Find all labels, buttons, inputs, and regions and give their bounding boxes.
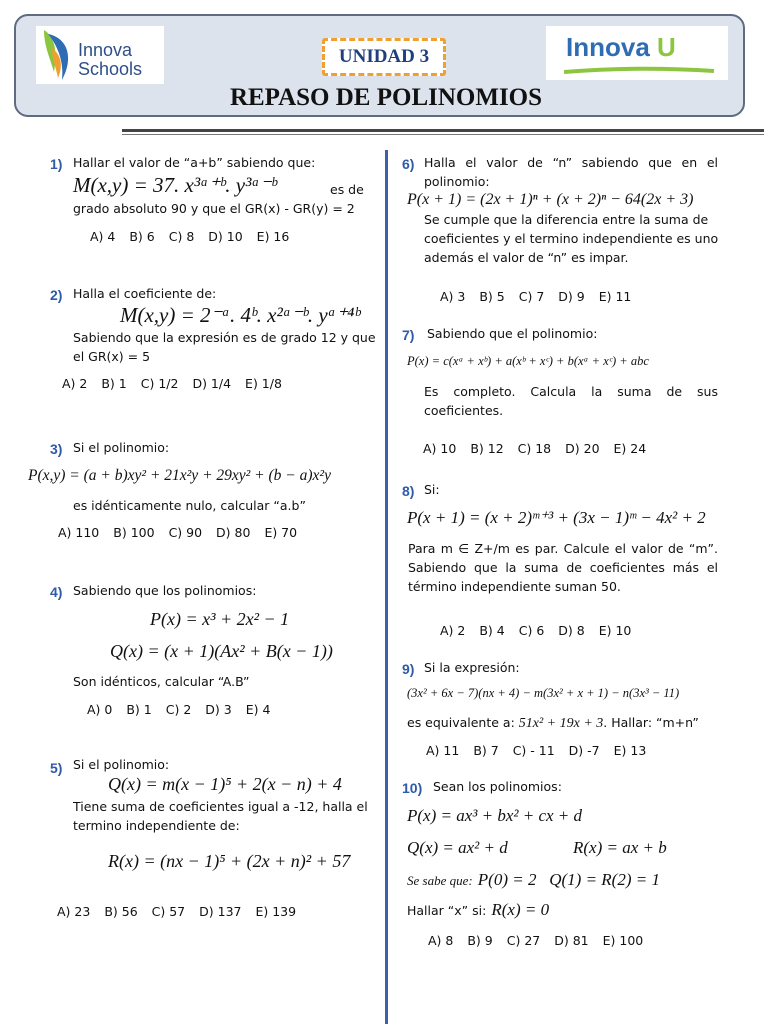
problem-text-a: es equivalente a:: [407, 715, 515, 730]
problem-number: 6): [402, 156, 415, 172]
problem-text: Es completo. Calcula la suma de sus coeficientes.: [424, 384, 718, 418]
unit-label: UNIDAD 3: [338, 46, 430, 67]
problem-formula-2: Q(x) = (x + 1)(Ax² + B(x − 1)): [110, 641, 333, 661]
answer-e: E) 11: [598, 289, 632, 304]
leaf-icon: [38, 28, 78, 84]
answer-options: [62, 376, 296, 391]
problem-formula: P(x) = ax³ + bx² + cx + d: [407, 806, 583, 825]
problem-number: 7): [402, 327, 415, 343]
answer-c: C) 90: [168, 525, 203, 540]
answer-options: [57, 904, 310, 919]
answer-options: [87, 702, 284, 717]
problem-text: grado absoluto 90 y que el GR(x) - GR(y) = 2: [73, 201, 355, 216]
answer-d: D) 8: [558, 623, 585, 638]
problem-formula: P(x,y) = (a + b)xy² + 21x²y + 29xy² + (b − a)x²y: [28, 467, 331, 484]
answer-a: A) 8: [428, 933, 454, 948]
problem-text-b: . Hallar: “m+n”: [603, 715, 699, 730]
problem-intro: Halla el coeficiente de:: [73, 286, 217, 301]
unit-badge: [322, 38, 446, 76]
problem-formula: M(x,y) = 2⁻ᵃ. 4ᵇ. x²ᵃ⁻ᵇ. yᵃ⁺⁴ᵇ: [120, 303, 361, 327]
page-title: REPASO DE POLINOMIOS: [229, 84, 543, 111]
answer-d: D) 81: [554, 933, 589, 948]
answer-c: C) 6: [518, 623, 545, 638]
answer-a: A) 3: [440, 289, 466, 304]
problem-text: Tiene suma de coeficientes igual a -12, halla el termino independiente de:: [73, 799, 368, 833]
answer-c: C) 57: [151, 904, 186, 919]
problem-formula: P(x + 1) = (x + 2)ᵐ⁺³ + (3x − 1)ᵐ − 4x² + 2: [407, 508, 706, 527]
answer-options: [423, 441, 660, 456]
answer-e: E) 70: [264, 525, 298, 540]
answer-b: B) 1: [126, 702, 152, 717]
problem-number: 10): [402, 780, 423, 796]
answer-b: B) 5: [479, 289, 505, 304]
answer-e: E) 100: [602, 933, 644, 948]
problem-text: [407, 713, 699, 733]
problem-intro: Si el polinomio:: [73, 757, 170, 772]
answer-a: A) 10: [423, 441, 457, 456]
given-conditions: [407, 870, 660, 890]
column-divider: [385, 150, 388, 1024]
answer-b: B) 1: [101, 376, 127, 391]
problem-formula: P(x + 1) = (2x + 1)ⁿ + (x + 2)ⁿ − 64(2x + 3): [407, 191, 694, 208]
problem-intro: Si:: [424, 482, 440, 497]
answer-options: [426, 743, 660, 758]
answer-a: A) 110: [58, 525, 100, 540]
formula-tail: es de: [330, 182, 364, 197]
problem-formula: Q(x) = m(x − 1)⁵ + 2(x − n) + 4: [108, 774, 342, 794]
problem-formula: P(x) = x³ + 2x² − 1: [150, 609, 290, 629]
answer-b: B) 56: [104, 904, 138, 919]
logo-text-u: U: [657, 32, 676, 62]
logo-text-innova: Innova: [78, 40, 133, 60]
problem-intro: Halla el valor de “n” sabiendo que en el polinomio:: [424, 155, 718, 189]
answer-e: E) 10: [598, 623, 632, 638]
problem-number: 9): [402, 661, 415, 677]
problem-text: Sabiendo que la expresión es de grado 12 y que el GR(x) = 5: [73, 330, 376, 364]
answer-c: C) 27: [506, 933, 541, 948]
answer-e: E) 13: [613, 743, 647, 758]
problem-formula: M(x,y) = 37. x³ᵃ⁺ᵇ. y³ᵃ⁻ᵇ: [73, 173, 277, 197]
answer-d: D) 10: [208, 229, 243, 244]
problem-text: Para m ∈ Z+/m es par. Calcule el valor de “m”. Sabiendo que la suma de coeficientes más el término independiente suman 50.: [408, 541, 718, 594]
answer-d: D) 20: [565, 441, 600, 456]
problem-intro: Si la expresión:: [424, 660, 520, 675]
answer-b: B) 9: [467, 933, 493, 948]
answer-e: E) 1/8: [245, 376, 282, 391]
problem-formula: P(x) = c(xᵃ + xᵇ) + a(xᵇ + xᶜ) + b(xᵃ + xᶜ) + abc: [407, 354, 649, 368]
answer-b: B) 4: [479, 623, 505, 638]
answer-c: C) 18: [517, 441, 552, 456]
answer-a: A) 2: [440, 623, 466, 638]
answer-c: C) 8: [168, 229, 195, 244]
answer-d: D) 9: [558, 289, 585, 304]
answer-d: D) -7: [568, 743, 600, 758]
answer-b: B) 7: [473, 743, 499, 758]
answer-e: E) 16: [256, 229, 290, 244]
find-formula: R(x) = 0: [491, 900, 550, 919]
answer-b: B) 100: [113, 525, 155, 540]
answer-options: [440, 289, 645, 304]
answer-c: C) 1/2: [140, 376, 179, 391]
answer-d: D) 137: [199, 904, 242, 919]
given-label: Se sabe que:: [407, 873, 473, 888]
problem-text: es idénticamente nulo, calcular “a.b”: [73, 498, 306, 513]
answer-options: [90, 229, 303, 244]
answer-e: E) 139: [255, 904, 297, 919]
problem-formula: (3x² + 6x − 7)(nx + 4) − m(3x² + x + 1) − n(3x³ − 11): [407, 686, 680, 700]
answer-b: B) 12: [470, 441, 504, 456]
answer-e: E) 24: [613, 441, 647, 456]
problem-formula-2a: Q(x) = ax² + d: [407, 838, 508, 857]
answer-c: C) 2: [165, 702, 192, 717]
logo-text-innova-u: Innova: [566, 32, 650, 62]
answer-options: [440, 623, 645, 638]
answer-a: A) 23: [57, 904, 91, 919]
problem-number: 8): [402, 483, 415, 499]
underline-swoosh-icon: [564, 66, 714, 76]
innova-schools-logo: [36, 26, 164, 84]
find-label: Hallar “x” si:: [407, 903, 487, 918]
answer-c: C) - 11: [512, 743, 555, 758]
problem-number: 2): [50, 287, 63, 303]
problem-intro: Hallar el valor de “a+b” sabiendo que:: [73, 155, 316, 170]
answer-options: [58, 525, 311, 540]
answer-options: [428, 933, 657, 948]
innova-u-logo: [546, 26, 728, 80]
answer-b: B) 6: [129, 229, 155, 244]
problem-formula-inline: 51x² + 19x + 3: [518, 716, 604, 731]
answer-e: E) 4: [245, 702, 271, 717]
problem-number: 4): [50, 584, 63, 600]
logo-text-schools: Schools: [78, 59, 143, 79]
answer-d: D) 1/4: [192, 376, 232, 391]
problem-text: Se cumple que la diferencia entre la suma de coeficientes y el termino independiente es uno además el valor de “n” es impar.: [424, 212, 719, 265]
find-condition: [407, 900, 549, 920]
given-formula: P(0) = 2 Q(1) = R(2) = 1: [477, 870, 660, 889]
answer-a: A) 11: [426, 743, 460, 758]
answer-a: A) 4: [90, 229, 116, 244]
problem-number: 3): [50, 441, 63, 457]
answer-d: D) 3: [205, 702, 232, 717]
problem-number: 1): [50, 156, 63, 172]
answer-a: A) 0: [87, 702, 113, 717]
header-divider: [122, 129, 764, 132]
problem-intro: Sabiendo que el polinomio:: [427, 326, 598, 341]
problem-text: Son idénticos, calcular “A.B”: [73, 674, 250, 689]
header-divider-thin: [122, 134, 764, 135]
problem-intro: Sabiendo que los polinomios:: [73, 583, 257, 598]
answer-c: C) 7: [518, 289, 545, 304]
problem-formula-2b: R(x) = ax + b: [573, 838, 667, 857]
problem-intro: Si el polinomio:: [73, 440, 170, 455]
problem-intro: Sean los polinomios:: [433, 779, 562, 794]
problem-number: 5): [50, 760, 63, 776]
answer-d: D) 80: [216, 525, 251, 540]
answer-a: A) 2: [62, 376, 88, 391]
problem-formula-2: R(x) = (nx − 1)⁵ + (2x + n)² + 57: [108, 851, 351, 871]
